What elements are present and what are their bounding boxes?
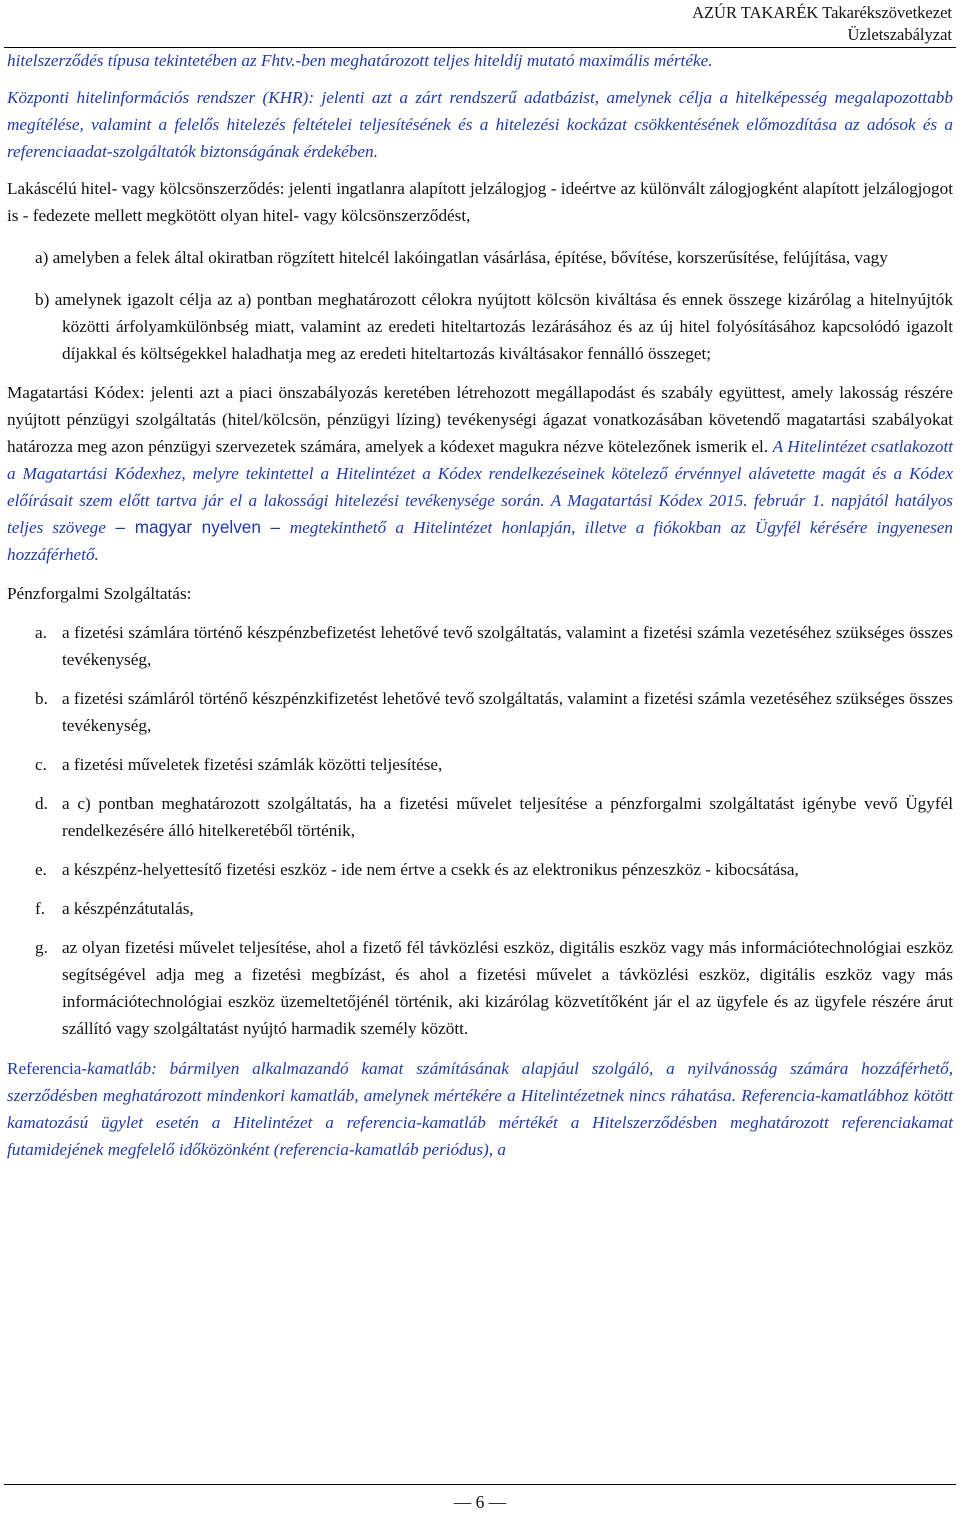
list-item-marker: g. <box>35 938 48 957</box>
penzforgalmi-list <box>7 619 953 1042</box>
list-item-marker: a. <box>35 623 47 642</box>
paragraph-referencia-kamatlab <box>7 1055 953 1163</box>
list-item-marker: e. <box>35 860 47 879</box>
mag-blue-text-3: megtekinthető a Hitelintézet honlapján, illetve a fiókokban az Ügyfél kérésére ingyenesen hozzáférhető. <box>7 518 953 564</box>
mag-blue-text-1: A Hitelintézet csatlakozott a Magatartási Kódexhez, melyre tekintettel a Hitelintézet a Kódex rendelkezéseinek kötelező érvénnyel alávetette magát és a Kódex előírásait szem előtt tartva jár el a lakossági hitelezési tevékenysége során. A Magatartási Kódex 2015. február 1. napjától hatályos teljes szövege <box>7 437 954 537</box>
list-item-text: a fizetési műveletek fizetési számlák közötti teljesítése, <box>62 755 443 774</box>
paragraph-lakascelu-hitel: Lakáscélú hitel- vagy kölcsönszerződés: jelenti ingatlanra alapított jelzálogjog - ideértve az különvált zálogjogként alapított jelzálogjogot is - fedezete mellett megkötött olyan hitel- vagy kölcsönszerződést, <box>7 179 953 225</box>
header-org: AZÚR TAKARÉK Takarékszövetkezet <box>692 3 952 22</box>
list-item-text: a fizetési számlára történő készpénzbefizetést lehetővé tevő szolgáltatás, valamint a fizetési számla vezetéséhez szükséges összes tevékenység, <box>62 623 953 669</box>
list-item-marker: d. <box>35 794 48 813</box>
list-item-marker: f. <box>35 899 46 918</box>
list-item-text: a fizetési számláról történő készpénzkifizetést lehetővé tevő szolgáltatás, valamint a fizetési számla vezetéséhez szükséges összes tevékenység, <box>62 689 953 735</box>
list-item <box>7 895 953 922</box>
page-number: — 6 — <box>453 1492 507 1512</box>
list-item <box>7 685 953 739</box>
list-item <box>7 751 953 778</box>
document-body <box>7 47 953 1163</box>
list-item-text: a készpénz-helyettesítő fizetési eszköz - ide nem értve a csekk és az elektronikus pénzeszköz - kibocsátása, <box>62 860 799 879</box>
list-item-text: az olyan fizetési művelet teljesítése, ahol a fizető fél távközlési eszköz, digitális eszköz vagy más információtechnológiai eszköz segítségével adja meg a fizetési megbízást, és ahol a fizetési művelet a távközlési eszköz, digitális eszköz vagy más információtechnológiai eszköz üzemeltetőjénél történik, aki kizárólag közvetítőként jár el az ügyfele és az ügyfele részére árut szállító vagy szolgáltatást nyújtó harmadik személy között. <box>62 938 953 1038</box>
ref-definition: kamatláb: bármilyen alkalmazandó kamat számításának alapjául szolgáló, a nyilvánosság számára hozzáférhető, szerződésben meghatározott mindenkori kamatláb, amelynek mértékére a Hitelintézetnek nincs ráhatása. <box>7 1059 953 1105</box>
ref-definition-cont: Referencia-kamatlábhoz kötött kamatozású ügylet esetén a Hitelintézet a referencia-kamatláb mértékét a Hitelszerződésben meghatározott referenciakamat futamidejének megfelelő időközönként (referencia-kamatláb periódus), a <box>7 1086 953 1159</box>
list-item <box>7 790 953 844</box>
list-item <box>7 619 953 673</box>
mag-blue-text-2: – magyar nyelven – <box>105 517 290 537</box>
section-title-penzforgalmi: Pénzforgalmi Szolgáltatás: <box>7 584 192 603</box>
list-item-a: a) amelyben a felek által okiratban rögzített hitelcél lakóingatlan vásárlása, építése, bővítése, korszerűsítése, felújítása, vagy <box>35 248 888 267</box>
mag-plain-text: Magatartási Kódex: jelenti azt a piaci önszabályozás keretében létrehozott megállapodást és szabály együttest, amely lakosság részére nyújtott pénzügyi szolgáltatás (hitel/kölcsön, pénzügyi lízing) tevékenységi ágazat vonatkozásában követendő magatartási szabályokat határozza meg azon pénzügyi szervezetek számára, amelyek a kódexet magukra nézve kötelezőnek ismerik el. <box>7 383 953 456</box>
list-item-marker: b. <box>35 689 48 708</box>
list-item <box>7 934 953 1042</box>
list-item-text: a c) pontban meghatározott szolgáltatás, ha a fizetési művelet teljesítése a pénzforgalmi szolgáltatást igénybe vevő Ügyfél rendelkezésére álló hitelkeretéből történik, <box>62 794 953 840</box>
paragraph-hitelszerzodes: hitelszerződés típusa tekintetében az Fhtv.-ben meghatározott teljes hiteldíj mutató maximális mértéke. <box>7 51 713 70</box>
paragraph-khr: Központi hitelinformációs rendszer (KHR): jelenti azt a zárt rendszerű adatbázist, amelynek célja a hitelképesség megalapozottabb megítélése, valamint a felelős hitelezés feltételei teljesítésének és a hitelezési kockázat csökkentésének előmozdítása az adósok és a referenciaadat-szolgáltatók biztonságának érdekében. <box>7 88 953 161</box>
list-item-text: a készpénzátutalás, <box>62 899 194 918</box>
header-doc-title: Üzletszabályzat <box>847 25 952 44</box>
list-item-b: b) amelynek igazolt célja az a) pontban meghatározott célokra nyújtott kölcsön kiváltása és ennek összege kizárólag a hitelnyújtók közötti árfolyamkülönbség miatt, valamint az eredeti hiteltartozás lezárásához és az új hitel folyósításához kapcsolódó igazolt díjakkal és költségekkel haladhatja meg az eredeti hiteltartozás kiváltásakor fennálló összeget; <box>35 290 953 363</box>
list-item <box>7 856 953 883</box>
page-header <box>692 2 952 46</box>
paragraph-magatartasi-kodex <box>7 379 953 568</box>
list-item-marker: c. <box>35 755 47 774</box>
ref-term: Referencia- <box>7 1059 88 1078</box>
footer-rule <box>4 1484 956 1485</box>
